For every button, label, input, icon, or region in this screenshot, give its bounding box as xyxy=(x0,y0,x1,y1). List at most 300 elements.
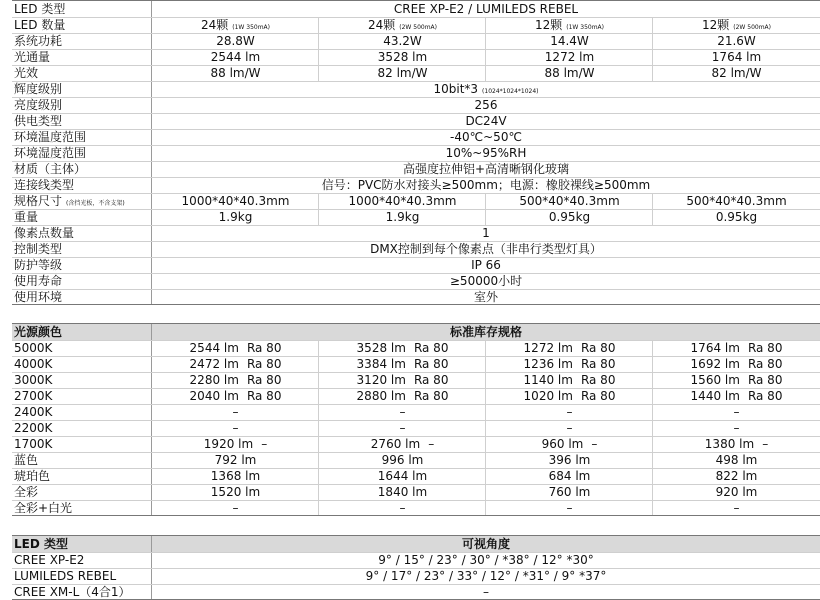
spec-label-text: 环境温度范围 xyxy=(14,130,87,144)
spec-value xyxy=(152,241,820,257)
angle-label-text: CREE XP-E2 xyxy=(14,553,85,567)
spec-value xyxy=(152,225,820,241)
color-label-text: 2700K xyxy=(14,389,53,403)
spec-row-label xyxy=(12,177,152,193)
lumen-value: 1380 lm xyxy=(704,437,755,451)
spec-row xyxy=(12,17,820,33)
lumen-value: 1920 lm xyxy=(203,437,254,451)
spec-row-label xyxy=(12,97,152,113)
spec-cell-value: 1764 lm xyxy=(711,50,762,64)
spec-cell xyxy=(152,65,319,81)
color-row xyxy=(12,340,820,356)
spec-row xyxy=(12,49,820,65)
spec-cell-value: 1.9kg xyxy=(218,210,253,224)
angle-row-label xyxy=(12,568,152,584)
lumen-value: 1764 lm xyxy=(690,341,740,355)
spec-cell-value: 43.2W xyxy=(383,34,422,48)
ra-value: Ra 80 xyxy=(580,389,616,403)
spec-row-label xyxy=(12,161,152,177)
color-cell xyxy=(319,340,486,356)
color-row-label xyxy=(12,436,152,452)
color-cell xyxy=(319,452,486,468)
ra-value: Ra 80 xyxy=(413,341,449,355)
spec-label-text: 环境湿度范围 xyxy=(14,146,87,160)
ra-value: – xyxy=(762,437,769,451)
lumen-value: – xyxy=(566,501,573,515)
color-row xyxy=(12,500,820,516)
angle-label-text: LUMILEDS REBEL xyxy=(14,569,117,583)
spec-cell-note: (2W 500mA) xyxy=(733,24,772,31)
spec-row xyxy=(12,33,820,49)
spec-row xyxy=(12,225,820,241)
spec-row xyxy=(12,97,820,113)
spec-row-label xyxy=(12,17,152,33)
lumen-value: 3120 lm xyxy=(356,373,406,387)
lumen-value: 684 lm xyxy=(548,469,591,483)
spec-cell-value: 24颗 xyxy=(200,18,229,32)
ra-value: Ra 80 xyxy=(747,357,783,371)
color-row-label xyxy=(12,484,152,500)
color-cell xyxy=(486,420,653,436)
lumen-value: – xyxy=(399,501,406,515)
spec-label-text: 光通量 xyxy=(14,50,51,64)
spec-label-text: 供电类型 xyxy=(14,114,63,128)
lumen-value: – xyxy=(399,405,406,419)
spec-cell xyxy=(152,17,319,33)
ra-value: Ra 80 xyxy=(747,341,783,355)
angle-value-text: 9° / 15° / 23° / 30° / *38° / 12° *30° xyxy=(378,553,594,567)
lumen-value: 960 lm xyxy=(541,437,584,451)
spec-row xyxy=(12,161,820,177)
spec-row xyxy=(12,289,820,305)
angle-header-span xyxy=(152,536,820,552)
angle-label-text: CREE XM-L（4合1） xyxy=(14,585,131,599)
spec-value xyxy=(152,129,820,145)
spec-value xyxy=(152,273,820,289)
spec-row-label xyxy=(12,49,152,65)
spec-value xyxy=(152,97,820,113)
spec-row-label xyxy=(12,33,152,49)
spec-cell-value: 14.4W xyxy=(550,34,589,48)
spec-cell xyxy=(486,33,653,49)
spec-value-text: DMX控制到每个像素点（非串行类型灯具） xyxy=(370,242,602,256)
spec-label-text: LED 类型 xyxy=(14,2,66,16)
color-row-label xyxy=(12,356,152,372)
color-header-span xyxy=(152,324,820,340)
color-label-text: 琥珀色 xyxy=(14,469,51,483)
color-cell xyxy=(152,500,319,516)
spec-cell xyxy=(653,17,820,33)
color-label-text: 3000K xyxy=(14,373,53,387)
angle-row-label xyxy=(12,584,152,600)
spec-label-text: 连接线类型 xyxy=(14,178,75,192)
color-cell xyxy=(152,404,319,420)
spec-cell xyxy=(152,49,319,65)
color-cell xyxy=(653,484,820,500)
spec-value-text: 10%~95%RH xyxy=(445,146,527,160)
lumen-value: 1368 lm xyxy=(210,469,261,483)
angle-row xyxy=(12,552,820,568)
color-cell xyxy=(653,436,820,452)
lumen-value: – xyxy=(232,405,239,419)
angle-value xyxy=(152,584,820,600)
color-label-text: 4000K xyxy=(14,357,53,371)
spec-label-text: 辉度级别 xyxy=(14,82,63,96)
spec-cell-value: 2544 lm xyxy=(210,50,261,64)
spec-label-text: 防护等级 xyxy=(14,258,63,272)
lumen-value: 760 lm xyxy=(548,485,591,499)
spec-cell-note: (2W 500mA) xyxy=(399,24,438,31)
color-cell xyxy=(319,436,486,452)
lumen-value: 2760 lm xyxy=(370,437,421,451)
spec-row xyxy=(12,177,820,193)
lumen-value: 3384 lm xyxy=(356,357,406,371)
lumen-value: 1020 lm xyxy=(523,389,573,403)
angle-value xyxy=(152,552,820,568)
spec-row-label xyxy=(12,225,152,241)
color-cell xyxy=(319,404,486,420)
ra-value: Ra 80 xyxy=(413,357,449,371)
spec-cell-value: 12颗 xyxy=(534,18,563,32)
color-row-label xyxy=(12,340,152,356)
color-header-span-text: 标准库存规格 xyxy=(449,325,522,339)
lumen-value: 2280 lm xyxy=(189,373,239,387)
color-cell xyxy=(486,356,653,372)
spec-value-text: CREE XP-E2 / LUMILEDS REBEL xyxy=(393,2,579,16)
spec-cell-value: 1000*40*40.3mm xyxy=(348,194,457,208)
color-cell xyxy=(486,484,653,500)
lumen-value: 1440 lm xyxy=(690,389,740,403)
spec-value-text: -40℃~50℃ xyxy=(450,130,522,144)
spec-cell-value: 24颗 xyxy=(367,18,396,32)
color-row-label xyxy=(12,372,152,388)
spec-cell-value: 500*40*40.3mm xyxy=(519,194,620,208)
ra-value: Ra 80 xyxy=(580,341,616,355)
color-cell xyxy=(152,340,319,356)
spec-cell-value: 82 lm/W xyxy=(711,66,762,80)
spec-cell-value: 88 lm/W xyxy=(210,66,261,80)
lumen-value: 1692 lm xyxy=(690,357,740,371)
angle-row xyxy=(12,568,820,584)
spec-row-label xyxy=(12,241,152,257)
spec-row-label xyxy=(12,65,152,81)
spec-cell-value: 82 lm/W xyxy=(377,66,428,80)
spec-cell xyxy=(319,209,486,225)
color-label-text: 蓝色 xyxy=(14,453,39,467)
ra-value: – xyxy=(591,437,598,451)
angle-header-text: LED 类型 xyxy=(14,537,68,551)
lumen-value: 2472 lm xyxy=(189,357,239,371)
spec-cell xyxy=(486,49,653,65)
lumen-value: – xyxy=(733,501,740,515)
color-cell xyxy=(653,404,820,420)
spec-cell xyxy=(319,193,486,209)
spec-cell xyxy=(319,33,486,49)
lumen-value: – xyxy=(733,421,740,435)
ra-value: Ra 80 xyxy=(747,373,783,387)
spec-row-label xyxy=(12,1,152,17)
lumen-value: 1560 lm xyxy=(690,373,740,387)
spec-row-label xyxy=(12,129,152,145)
lumen-value: – xyxy=(733,405,740,419)
spec-row xyxy=(12,65,820,81)
spec-cell-value: 12颗 xyxy=(701,18,730,32)
color-cell xyxy=(319,356,486,372)
color-cell xyxy=(486,388,653,404)
spec-value xyxy=(152,257,820,273)
color-row xyxy=(12,404,820,420)
spec-row xyxy=(12,273,820,289)
color-cell xyxy=(319,420,486,436)
spec-value-text: 1 xyxy=(482,226,490,240)
lumen-value: 1840 lm xyxy=(377,485,428,499)
spec-label-text: 像素点数量 xyxy=(14,226,75,240)
lumen-value: – xyxy=(566,405,573,419)
spec-label-note: (含挡光板，不含支架) xyxy=(66,200,125,207)
ra-value: Ra 80 xyxy=(246,389,282,403)
spec-label-text: 系统功耗 xyxy=(14,34,63,48)
spec-value xyxy=(152,289,820,305)
spec-cell xyxy=(319,65,486,81)
spec-row-label xyxy=(12,289,152,305)
color-cell xyxy=(653,500,820,516)
spec-label-text: 控制类型 xyxy=(14,242,63,256)
spec-row xyxy=(12,257,820,273)
color-cell xyxy=(152,484,319,500)
lumen-value: 3528 lm xyxy=(356,341,406,355)
spec-value-note: (1024*1024*1024) xyxy=(482,88,539,95)
ra-value: Ra 80 xyxy=(246,357,282,371)
spec-row xyxy=(12,209,820,225)
spec-cell xyxy=(653,193,820,209)
spec-cell xyxy=(319,17,486,33)
color-cell xyxy=(152,372,319,388)
spec-value-text: ≥50000小时 xyxy=(449,274,523,288)
color-cell xyxy=(486,436,653,452)
spec-cell xyxy=(653,209,820,225)
color-cell xyxy=(152,388,319,404)
spec-row-label xyxy=(12,209,152,225)
spec-table xyxy=(12,1,820,305)
spec-row-label xyxy=(12,193,152,209)
color-cell xyxy=(319,468,486,484)
color-row xyxy=(12,468,820,484)
ra-value: – xyxy=(428,437,435,451)
color-row-label xyxy=(12,404,152,420)
spec-cell-value: 0.95kg xyxy=(715,210,758,224)
color-cell xyxy=(152,420,319,436)
color-cell xyxy=(653,372,820,388)
color-cell xyxy=(653,452,820,468)
color-label-text: 全彩+白光 xyxy=(14,501,73,515)
spec-cell xyxy=(152,33,319,49)
ra-value: Ra 80 xyxy=(747,389,783,403)
spec-row-label xyxy=(12,257,152,273)
spec-row xyxy=(12,193,820,209)
spec-cell xyxy=(653,49,820,65)
spec-cell xyxy=(152,209,319,225)
ra-value: Ra 80 xyxy=(580,373,616,387)
lumen-value: 2880 lm xyxy=(356,389,406,403)
spec-value xyxy=(152,81,820,97)
spec-cell-value: 1.9kg xyxy=(385,210,420,224)
lumen-value: 1236 lm xyxy=(523,357,573,371)
spec-cell-value: 0.95kg xyxy=(548,210,591,224)
color-header-row xyxy=(12,324,820,340)
angle-value-text: 9° / 17° / 23° / 33° / 12° / *31° / 9° *37° xyxy=(365,569,607,583)
spec-cell-value: 500*40*40.3mm xyxy=(686,194,787,208)
spec-value-text: DC24V xyxy=(465,114,507,128)
angle-row-label xyxy=(12,552,152,568)
angle-row xyxy=(12,584,820,600)
color-cell xyxy=(152,436,319,452)
color-cell xyxy=(653,468,820,484)
color-label-text: 1700K xyxy=(14,437,53,451)
spec-cell-note: (1W 350mA) xyxy=(566,24,605,31)
spec-value-text: 256 xyxy=(474,98,498,112)
lumen-value: 920 lm xyxy=(715,485,758,499)
ra-value: Ra 80 xyxy=(413,389,449,403)
color-row-label xyxy=(12,420,152,436)
angle-header-row xyxy=(12,536,820,552)
color-label-text: 2200K xyxy=(14,421,53,435)
color-row-label xyxy=(12,500,152,516)
lumen-value: – xyxy=(232,421,239,435)
lumen-value: 2544 lm xyxy=(189,341,239,355)
color-label-text: 全彩 xyxy=(14,485,39,499)
angle-header-span-text: 可视角度 xyxy=(461,537,510,551)
color-cell xyxy=(486,500,653,516)
spec-cell-value: 3528 lm xyxy=(377,50,428,64)
spec-value-text: 室外 xyxy=(473,290,498,304)
spec-value xyxy=(152,1,820,17)
spec-value-text: IP 66 xyxy=(471,258,501,272)
color-cell xyxy=(152,356,319,372)
spec-cell xyxy=(653,65,820,81)
color-cell xyxy=(319,500,486,516)
color-row-label xyxy=(12,388,152,404)
color-row xyxy=(12,452,820,468)
spec-row xyxy=(12,1,820,17)
lumen-value: 792 lm xyxy=(214,453,257,467)
spec-cell-value: 28.8W xyxy=(216,34,255,48)
spec-cell xyxy=(486,209,653,225)
spec-cell-value: 1000*40*40.3mm xyxy=(181,194,290,208)
spec-label-text: 使用寿命 xyxy=(14,274,63,288)
color-row xyxy=(12,436,820,452)
color-cell xyxy=(486,340,653,356)
lumen-value: 1520 lm xyxy=(210,485,261,499)
color-row xyxy=(12,388,820,404)
color-row xyxy=(12,484,820,500)
spec-row xyxy=(12,81,820,97)
spec-value xyxy=(152,113,820,129)
spec-value-text: 高强度拉伸铝+高清晰钢化玻璃 xyxy=(402,162,570,176)
spec-row xyxy=(12,241,820,257)
lumen-value: 996 lm xyxy=(381,453,424,467)
lumen-value: 1644 lm xyxy=(377,469,428,483)
lumen-value: – xyxy=(566,421,573,435)
spec-cell-value: 21.6W xyxy=(717,34,756,48)
spec-cell-value: 1272 lm xyxy=(544,50,595,64)
ra-value: – xyxy=(261,437,268,451)
spec-value xyxy=(152,177,820,193)
lumen-value: 498 lm xyxy=(715,453,758,467)
color-row xyxy=(12,356,820,372)
color-header-text: 光源颜色 xyxy=(14,325,63,339)
ra-value: Ra 80 xyxy=(246,373,282,387)
color-header-label xyxy=(12,324,152,340)
color-cell xyxy=(653,388,820,404)
color-cell xyxy=(653,420,820,436)
color-row xyxy=(12,372,820,388)
lumen-value: 822 lm xyxy=(715,469,758,483)
color-row xyxy=(12,420,820,436)
spec-cell xyxy=(152,193,319,209)
ra-value: Ra 80 xyxy=(580,357,616,371)
angle-value-text: – xyxy=(483,585,489,599)
spec-row-label xyxy=(12,81,152,97)
lumen-value: 1140 lm xyxy=(523,373,573,387)
color-cell xyxy=(653,340,820,356)
spec-label-text: 材质（主体） xyxy=(14,162,87,176)
color-label-text: 5000K xyxy=(14,341,53,355)
angle-value xyxy=(152,568,820,584)
color-cell xyxy=(486,404,653,420)
spec-label-text: 使用环境 xyxy=(14,290,63,304)
spec-label-text: 规格尺寸 xyxy=(14,194,63,208)
spec-cell xyxy=(653,33,820,49)
spec-value-text: 信号：PVC防水对接头≥500mm；电源：橡胶裸线≥500mm xyxy=(321,178,651,192)
lumen-value: 396 lm xyxy=(548,453,591,467)
spec-value-text: 10bit*3 xyxy=(433,82,479,96)
lumen-value: – xyxy=(232,501,239,515)
lumen-value: – xyxy=(399,421,406,435)
spec-label-text: 光效 xyxy=(14,66,39,80)
spec-cell xyxy=(486,65,653,81)
spec-cell-note: (1W 350mA) xyxy=(232,24,271,31)
spec-value xyxy=(152,145,820,161)
angle-header-label xyxy=(12,536,152,552)
spec-label-text: LED 数量 xyxy=(14,18,66,32)
color-cell xyxy=(319,388,486,404)
color-row-label xyxy=(12,468,152,484)
spec-row-label xyxy=(12,113,152,129)
color-cell xyxy=(319,372,486,388)
spec-cell xyxy=(319,49,486,65)
spec-label-text: 重量 xyxy=(14,210,39,224)
color-cell xyxy=(319,484,486,500)
color-cell xyxy=(152,452,319,468)
ra-value: Ra 80 xyxy=(246,341,282,355)
ra-value: Ra 80 xyxy=(413,373,449,387)
spec-row xyxy=(12,145,820,161)
spec-row xyxy=(12,129,820,145)
spec-row xyxy=(12,113,820,129)
color-cell xyxy=(486,468,653,484)
color-cell xyxy=(653,356,820,372)
spec-label-text: 亮度级别 xyxy=(14,98,63,112)
spec-row-label xyxy=(12,273,152,289)
spec-row-label xyxy=(12,145,152,161)
lumen-value: 1272 lm xyxy=(523,341,573,355)
spec-cell xyxy=(486,193,653,209)
color-row-label xyxy=(12,452,152,468)
color-cell xyxy=(152,468,319,484)
spec-cell xyxy=(486,17,653,33)
spec-value xyxy=(152,161,820,177)
color-label-text: 2400K xyxy=(14,405,53,419)
